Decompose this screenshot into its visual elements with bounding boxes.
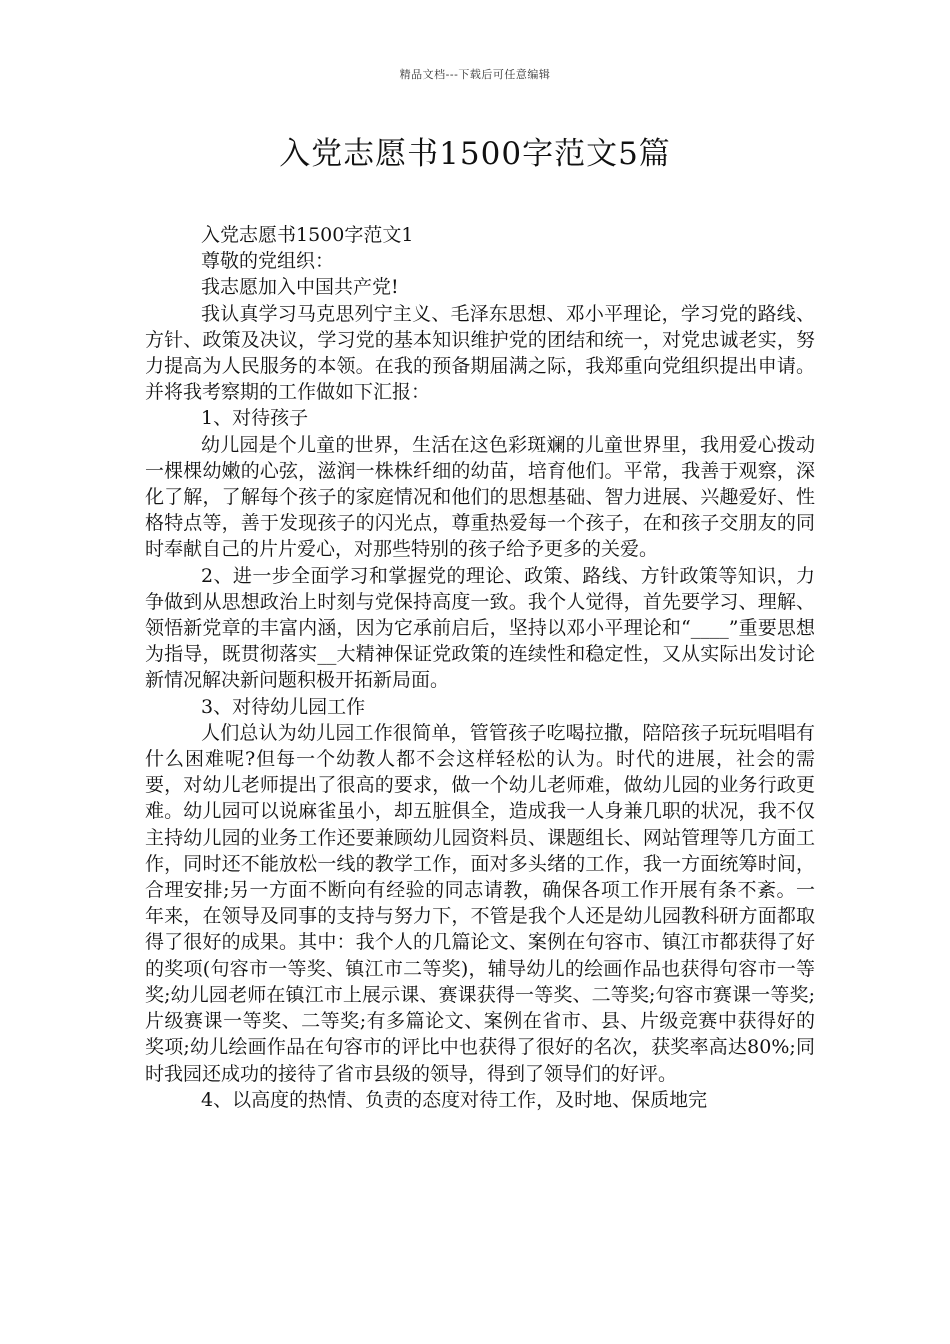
document-body xyxy=(145,222,815,1113)
document-title: 入党志愿书1500字范文5篇 xyxy=(279,136,671,172)
paragraph: 我志愿加入中国共产党! xyxy=(201,276,399,299)
header-watermark: 精品文档---下载后可任意编辑 xyxy=(399,68,551,81)
section-heading: 1、对待孩子 xyxy=(201,407,309,430)
paragraph: 2、进一步全面学习和掌握党的理论、政策、路线、方针政策等知识，力争做到从思想政治上时刻与党保持高度一致。我个人觉得，首先要学习、理解、领悟新党章的丰富内涵，因为它承前启后，坚持以邓小平理论和“____”重要思想为指导，既贯彻落实__大精神保证党政策的连续性和稳定性，又从实际出发讨论新情况解决新问题积极开拓新局面。 xyxy=(145,564,815,692)
paragraph: 人们总认为幼儿园工作很简单，管管孩子吃喝拉撒，陪陪孩子玩玩唱唱有什么困难呢?但每一个幼教人都不会这样轻松的认为。时代的进展，社会的需要，对幼儿老师提出了很高的要求，做一个幼儿老师难，做幼儿园的业务行政更难。幼儿园可以说麻雀虽小，却五脏俱全，造成我一人身兼几职的状况，我不仅主持幼儿园的业务工作还要兼顾幼儿园资料员、课题组长、网站管理等几方面工作，同时还不能放松一线的教学工作，面对多头绪的工作，我一方面统筹时间，合理安排;另一方面不断向有经验的同志请教，确保各项工作开展有条不紊。一年来，在领导及同事的支持与努力下，不管是我个人还是幼儿园教科研方面都取得了很好的成果。其中：我个人的几篇论文、案例在句容市、镇江市都获得了好的奖项(句容市一等奖、镇江市二等奖)，辅导幼儿的绘画作品也获得句容市一等奖;幼儿园老师在镇江市上展示课、赛课获得一等奖、二等奖;句容市赛课一等奖;片级赛课一等奖、二等奖;有多篇论文、案例在省市、县、片级竞赛中获得好的奖项;幼儿绘画作品在句容市的评比中也获得了很好的名次，获奖率高达80%;同时我园还成功的接待了省市县级的领导，得到了领导们的好评。 xyxy=(145,721,815,1085)
paragraph: 4、以高度的热情、负责的态度对待工作，及时地、保质地完 xyxy=(201,1088,708,1111)
section-heading: 3、对待幼儿园工作 xyxy=(201,695,366,718)
essay-heading: 入党志愿书1500字范文1 xyxy=(201,224,414,246)
paragraph: 我认真学习马克思列宁主义、毛泽东思想、邓小平理论，学习党的路线、方针、政策及决议，学习党的基本知识维护党的团结和统一，对党忠诚老实，努力提高为人民服务的本领。在我的预备期届满之际，我郑重向党组织提出申请。并将我考察期的工作做如下汇报： xyxy=(145,302,815,404)
salutation: 尊敬的党组织： xyxy=(201,250,335,273)
paragraph: 幼儿园是个儿童的世界，生活在这色彩斑斓的儿童世界里，我用爱心拨动一棵棵幼嫩的心弦，滋润一株株纤细的幼苗，培育他们。平常，我善于观察，深化了解，了解每个孩子的家庭情况和他们的思想基础、智力进展、兴趣爱好、性格特点等，善于发现孩子的闪光点，尊重热爱每一个孩子，在和孩子交朋友的同时奉献自己的片片爱心，对那些特别的孩子给予更多的关爱。 xyxy=(145,433,815,561)
